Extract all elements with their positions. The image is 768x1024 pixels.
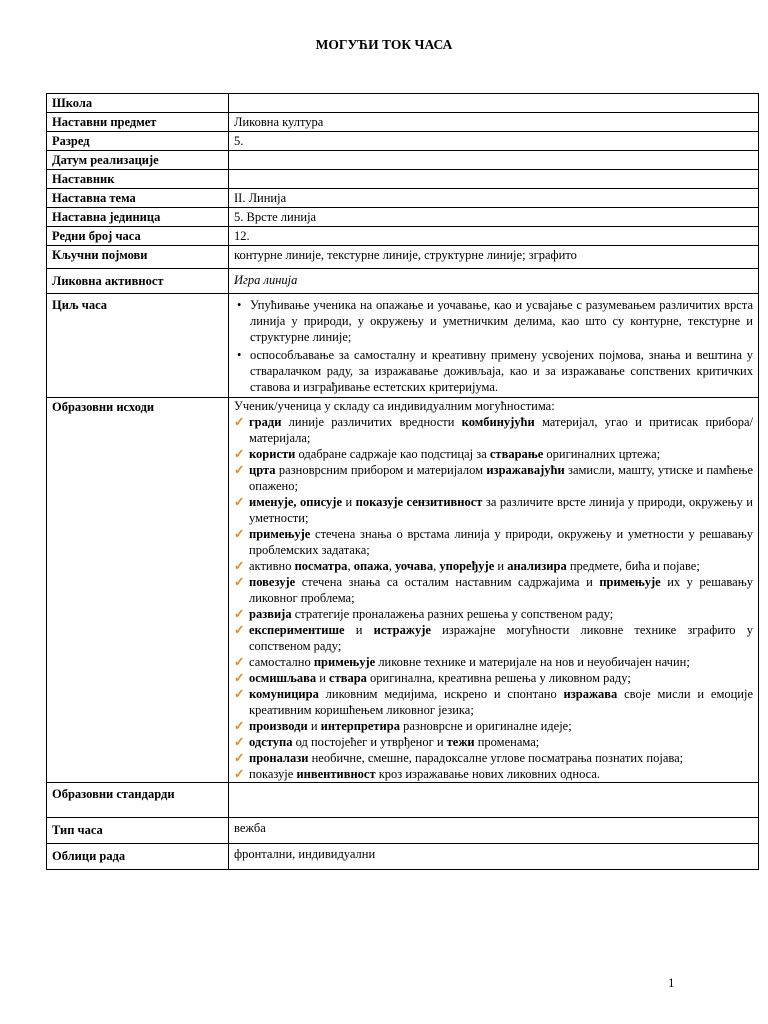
label-cilj: Циљ часа — [47, 294, 229, 398]
goal-item — [237, 347, 753, 395]
outcome-text: изражајне могућности ликовне технике зграфито у сопственом раду; — [249, 623, 753, 653]
outcome-text: променама; — [474, 735, 540, 749]
outcome-text: активно — [249, 559, 295, 573]
label-standardi: Образовни стандарди — [47, 783, 229, 818]
value-ishodi — [229, 398, 759, 783]
row-jedinica — [47, 208, 759, 227]
outcome-keyword: одступа — [249, 735, 293, 749]
outcome-text: своје мисли и емоције креативним коришћењем ликовног језика; — [249, 687, 754, 717]
outcome-keyword: истражује — [373, 623, 431, 637]
outcome-text: и — [307, 719, 321, 733]
row-pojmovi — [47, 246, 759, 269]
outcome-item — [234, 414, 753, 446]
checkmark-icon: ✓ — [234, 527, 245, 541]
outcome-keyword: комуницира — [249, 687, 319, 701]
outcome-item — [234, 686, 753, 718]
outcome-text: разноврсне и оригиналне идеје; — [399, 719, 572, 733]
outcome-text: , — [347, 559, 354, 573]
label-oblici: Облици рада — [47, 844, 229, 870]
row-aktivnost — [47, 269, 759, 294]
value-aktivnost: Игра линија — [229, 269, 759, 294]
value-razred: 5. — [229, 132, 759, 151]
outcome-keyword: тежи — [446, 735, 475, 749]
outcome-text: замисли, машту, утиске и памћење опажено; — [249, 463, 754, 493]
checkmark-icon: ✓ — [234, 719, 245, 733]
row-datum — [47, 151, 759, 170]
outcome-text: , — [433, 559, 440, 573]
outcome-keyword: развија — [249, 607, 292, 621]
outcome-text: стечена знања о врстама линија у природи, окружењу и уметности у решавању проблемских задатака; — [249, 527, 753, 557]
outcome-item — [234, 766, 753, 782]
outcome-keyword: изражавајући — [486, 463, 565, 477]
outcome-text: ликовним медијима, искрено и спонтано — [318, 687, 564, 701]
outcome-text: предмете, бића и појаве; — [566, 559, 700, 573]
value-datum — [229, 151, 759, 170]
outcome-text: оригинална, креативна решења у ликовном раду; — [366, 671, 631, 685]
outcome-keyword: производи — [249, 719, 308, 733]
outcome-keyword: упоређује — [439, 559, 495, 573]
bullet-icon: • — [237, 298, 242, 312]
label-pojmovi: Кључни појмови — [47, 246, 229, 269]
outcome-item — [234, 670, 753, 686]
label-razred: Разред — [47, 132, 229, 151]
checkmark-icon: ✓ — [234, 607, 245, 621]
outcome-text: одабране садржаје као подстицај за — [295, 447, 490, 461]
outcome-item — [234, 734, 753, 750]
outcome-item — [234, 654, 753, 670]
label-tip: Тип часа — [47, 818, 229, 844]
row-cilj — [47, 294, 759, 398]
outcome-keyword: анализира — [507, 559, 567, 573]
checkmark-icon: ✓ — [234, 575, 245, 589]
goal-item — [237, 297, 753, 345]
checkmark-icon: ✓ — [234, 495, 245, 509]
outcome-text: их у решавању ликовног проблема; — [249, 575, 753, 605]
checkmark-icon: ✓ — [234, 687, 245, 701]
checkmark-icon: ✓ — [234, 623, 245, 637]
outcome-keyword: интерпретира — [320, 719, 400, 733]
checkmark-icon: ✓ — [234, 735, 245, 749]
outcome-keyword: примењује — [313, 655, 376, 669]
outcomes-list — [234, 414, 753, 782]
value-broj: 12. — [229, 227, 759, 246]
label-ishodi: Образовни исходи — [47, 398, 229, 783]
outcome-keyword: уочава — [394, 559, 434, 573]
outcome-item — [234, 750, 753, 766]
outcome-keyword: показује сензитивност — [355, 495, 483, 509]
outcome-text: кроз изражавање нових ликовних односа. — [375, 767, 601, 781]
value-pojmovi: контурне линије, текстурне линије, структурне линије; зграфито — [229, 246, 759, 269]
label-tema: Наставна тема — [47, 189, 229, 208]
outcome-item — [234, 526, 753, 558]
outcomes-intro: Ученик/ученица у складу са индивидуалним могућностима: — [234, 399, 555, 413]
outcome-item — [234, 718, 753, 734]
outcome-item — [234, 462, 753, 494]
checkmark-icon: ✓ — [234, 655, 245, 669]
outcome-item — [234, 606, 753, 622]
label-skola: Школа — [47, 94, 229, 113]
label-jedinica: Наставна јединица — [47, 208, 229, 227]
outcome-item — [234, 622, 753, 654]
outcome-text: и — [344, 623, 374, 637]
outcome-text: материјал, угао и притисак прибора/материјала; — [249, 415, 753, 445]
outcome-keyword: проналази — [249, 751, 309, 765]
outcome-keyword: ствара — [329, 671, 367, 685]
row-razred — [47, 132, 759, 151]
value-tip: вежба — [229, 818, 759, 844]
outcome-text: оригиналних цртежа; — [543, 447, 661, 461]
checkmark-icon: ✓ — [234, 767, 245, 781]
outcome-text: , — [388, 559, 395, 573]
label-nastavnik: Наставник — [47, 170, 229, 189]
outcome-keyword: примењује — [599, 575, 661, 589]
checkmark-icon: ✓ — [234, 751, 245, 765]
page-number: 1 — [668, 975, 675, 990]
goal-text: оспособљавање за самосталну и креативну примену усвојених појмова, знања и вештина у стваралачком раду, за изражавање доживљаја, као и за изражавање сопствених критичких ставова и изграђивање естетских критеријума. — [250, 348, 753, 394]
row-broj — [47, 227, 759, 246]
outcome-text: и — [494, 559, 508, 573]
row-nastavnik — [47, 170, 759, 189]
outcome-keyword: посматра — [294, 559, 348, 573]
outcome-text: од постојећег и утврђеног и — [292, 735, 447, 749]
outcome-keyword: именује, описује — [249, 495, 343, 509]
outcome-keyword: комбинујући — [461, 415, 535, 429]
outcome-text: необичне, смешне, парадоксалне углове посматрања познатих појава; — [308, 751, 684, 765]
goals-list — [234, 297, 753, 395]
row-tema — [47, 189, 759, 208]
label-datum: Датум реализације — [47, 151, 229, 170]
outcome-item — [234, 558, 753, 574]
outcome-text: стечена знања са осталим наставним садржајима и — [295, 575, 600, 589]
checkmark-icon: ✓ — [234, 559, 245, 573]
checkmark-icon: ✓ — [234, 463, 245, 477]
outcome-text: линије различитих вредности — [281, 415, 462, 429]
outcome-text: ликовне технике и материјале на нов и неуобичајен начин; — [375, 655, 690, 669]
outcome-keyword: инвентивност — [296, 767, 376, 781]
outcome-keyword: експериментише — [249, 623, 345, 637]
row-oblici — [47, 844, 759, 870]
checkmark-icon: ✓ — [234, 671, 245, 685]
outcome-keyword: црта — [249, 463, 276, 477]
value-standardi — [229, 783, 759, 818]
label-broj: Редни број часа — [47, 227, 229, 246]
page-title: МОГУЋИ ТОК ЧАСА — [315, 37, 453, 52]
outcome-keyword: осмишљава — [249, 671, 317, 685]
value-jedinica: 5. Врсте линија — [229, 208, 759, 227]
value-tema: II. Линија — [229, 189, 759, 208]
outcome-text: стратегије проналажења разних решења у сопственом раду; — [291, 607, 614, 621]
outcome-keyword: повезује — [249, 575, 296, 589]
label-predmet: Наставни предмет — [47, 113, 229, 132]
value-cilj — [229, 294, 759, 398]
outcome-text: разноврсним прибором и материјалом — [275, 463, 487, 477]
outcome-keyword: изражава — [563, 687, 618, 701]
outcome-text: и — [342, 495, 356, 509]
outcome-keyword: опажа — [353, 559, 389, 573]
outcome-item — [234, 446, 753, 462]
outcome-item — [234, 494, 753, 526]
bullet-icon: • — [237, 348, 242, 362]
outcome-keyword: користи — [249, 447, 296, 461]
outcome-keyword: стварање — [489, 447, 544, 461]
lesson-plan-table — [46, 93, 759, 870]
value-nastavnik — [229, 170, 759, 189]
value-oblici: фронтални, индивидуални — [229, 844, 759, 870]
outcome-keyword: примењује — [249, 527, 311, 541]
outcome-text: за различите врсте линија у природи, окружењу и уметности; — [249, 495, 753, 525]
outcome-text: самостално — [249, 655, 314, 669]
label-aktivnost: Ликовна активност — [47, 269, 229, 294]
row-skola — [47, 94, 759, 113]
value-predmet: Ликовна култура — [229, 113, 759, 132]
row-predmet — [47, 113, 759, 132]
row-ishodi — [47, 398, 759, 783]
goal-text: Упућивање ученика на опажање и уочавање, као и усвајање с разумевањем различитих врста линија у природи, у окружењу и уметничким делима, као што су контурне, текстурне и структурне линије; — [250, 298, 753, 344]
row-tip — [47, 818, 759, 844]
value-skola — [229, 94, 759, 113]
outcome-text: и — [316, 671, 330, 685]
checkmark-icon: ✓ — [234, 447, 245, 461]
outcome-text: показује — [249, 767, 297, 781]
checkmark-icon: ✓ — [234, 415, 245, 429]
outcome-item — [234, 574, 753, 606]
outcome-keyword: гради — [249, 415, 282, 429]
row-standardi — [47, 783, 759, 818]
